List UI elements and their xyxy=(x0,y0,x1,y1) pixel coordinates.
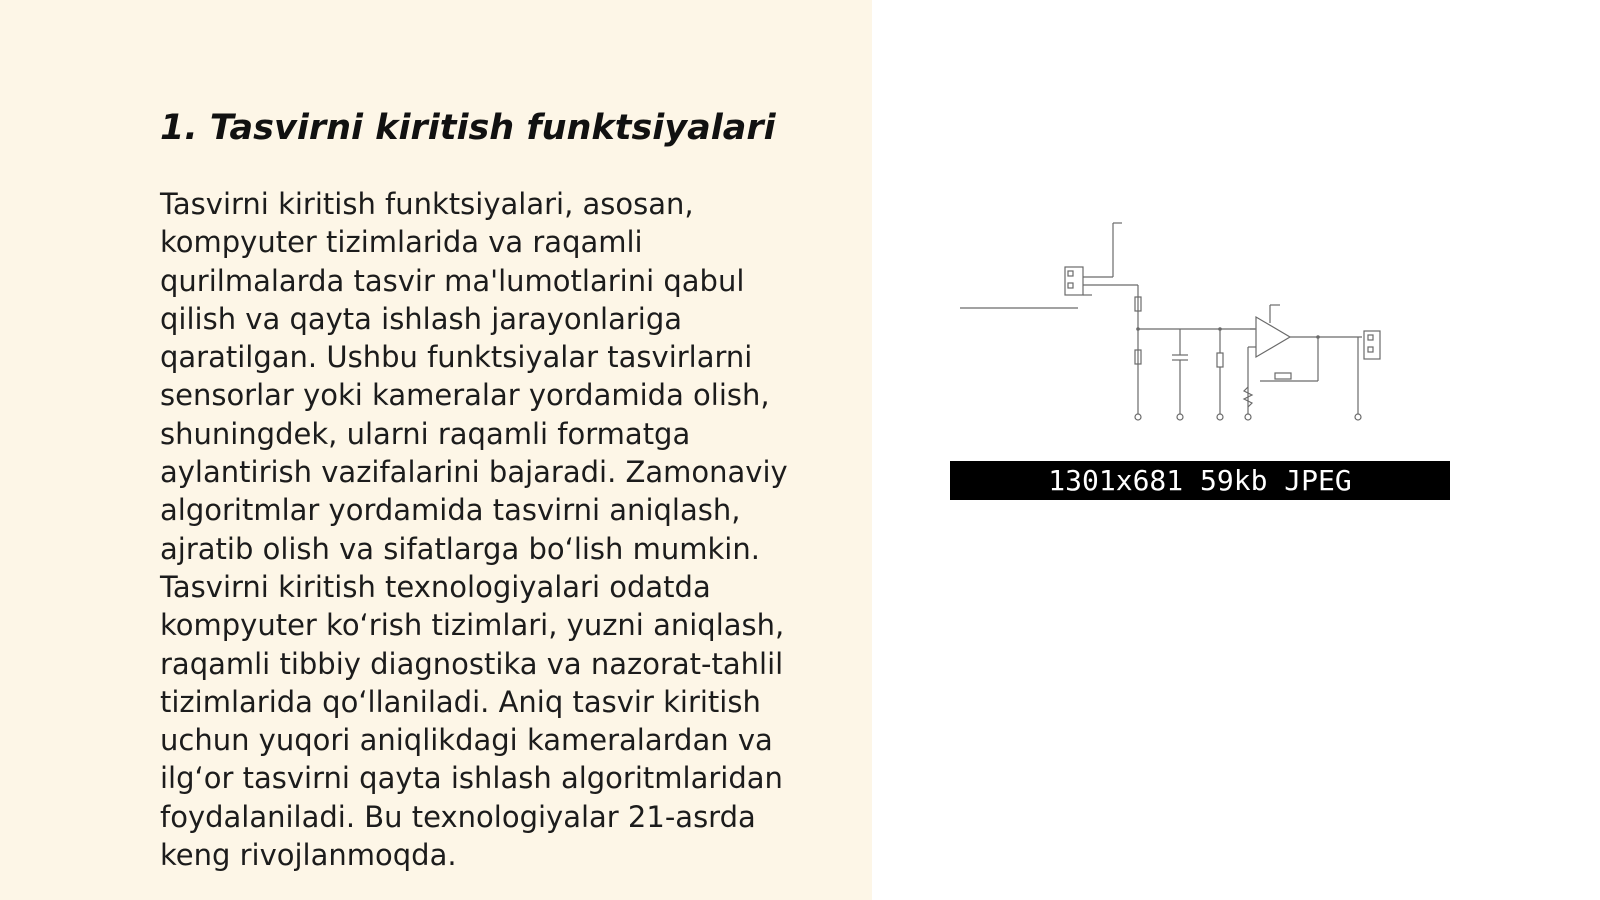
body-line: qaratilgan. Ushbu funktsiyalar tasvirlarni xyxy=(160,340,753,375)
body-line: uchun yuqori aniqlikdagi kameralardan va xyxy=(160,723,773,758)
body-line: aylantirish vazifalarini bajaradi. Zamonaviy xyxy=(160,455,788,490)
body-line: kompyuter ko‘rish tizimlari, yuzni aniqlash, xyxy=(160,608,785,643)
body-line: qurilmalarda tasvir ma'lumotlarini qabul xyxy=(160,263,745,298)
body-line: kompyuter tizimlarida va raqamli xyxy=(160,225,643,260)
circuit-schematic-image xyxy=(950,205,1450,430)
image-info-caption: 1301x681 59kb JPEG xyxy=(950,461,1450,500)
body-line: ajratib olish va sifatlarga bo‘lish mumkin. xyxy=(160,531,760,566)
body-line: sensorlar yoki kameralar yordamida olish, xyxy=(160,378,770,413)
body-line: qilish va qayta ishlash jarayonlariga xyxy=(160,301,683,336)
body-line: tizimlarida qo‘llaniladi. Aniq tasvir kiritish xyxy=(160,684,761,719)
body-line: Tasvirni kiritish texnologiyalari odatda xyxy=(160,569,711,604)
slide-heading: 1. Tasvirni kiritish funktsiyalari xyxy=(160,108,776,148)
body-line: ilg‘or tasvirni qayta ishlash algoritmlaridan xyxy=(160,761,783,796)
slide-body-text xyxy=(160,185,810,874)
body-line: raqamli tibbiy diagnostika va nazorat-tahlil xyxy=(160,646,784,681)
body-line: Tasvirni kiritish funktsiyalari, asosan, xyxy=(160,187,694,221)
slide-figure xyxy=(950,205,1450,505)
body-line: algoritmlar yordamida tasvirni aniqlash, xyxy=(160,493,741,528)
body-line: foydalaniladi. Bu texnologiyalar 21-asrda xyxy=(160,799,756,834)
body-line: shuningdek, ularni raqamli formatga xyxy=(160,416,691,451)
body-line: keng rivojlanmoqda. xyxy=(160,838,457,873)
